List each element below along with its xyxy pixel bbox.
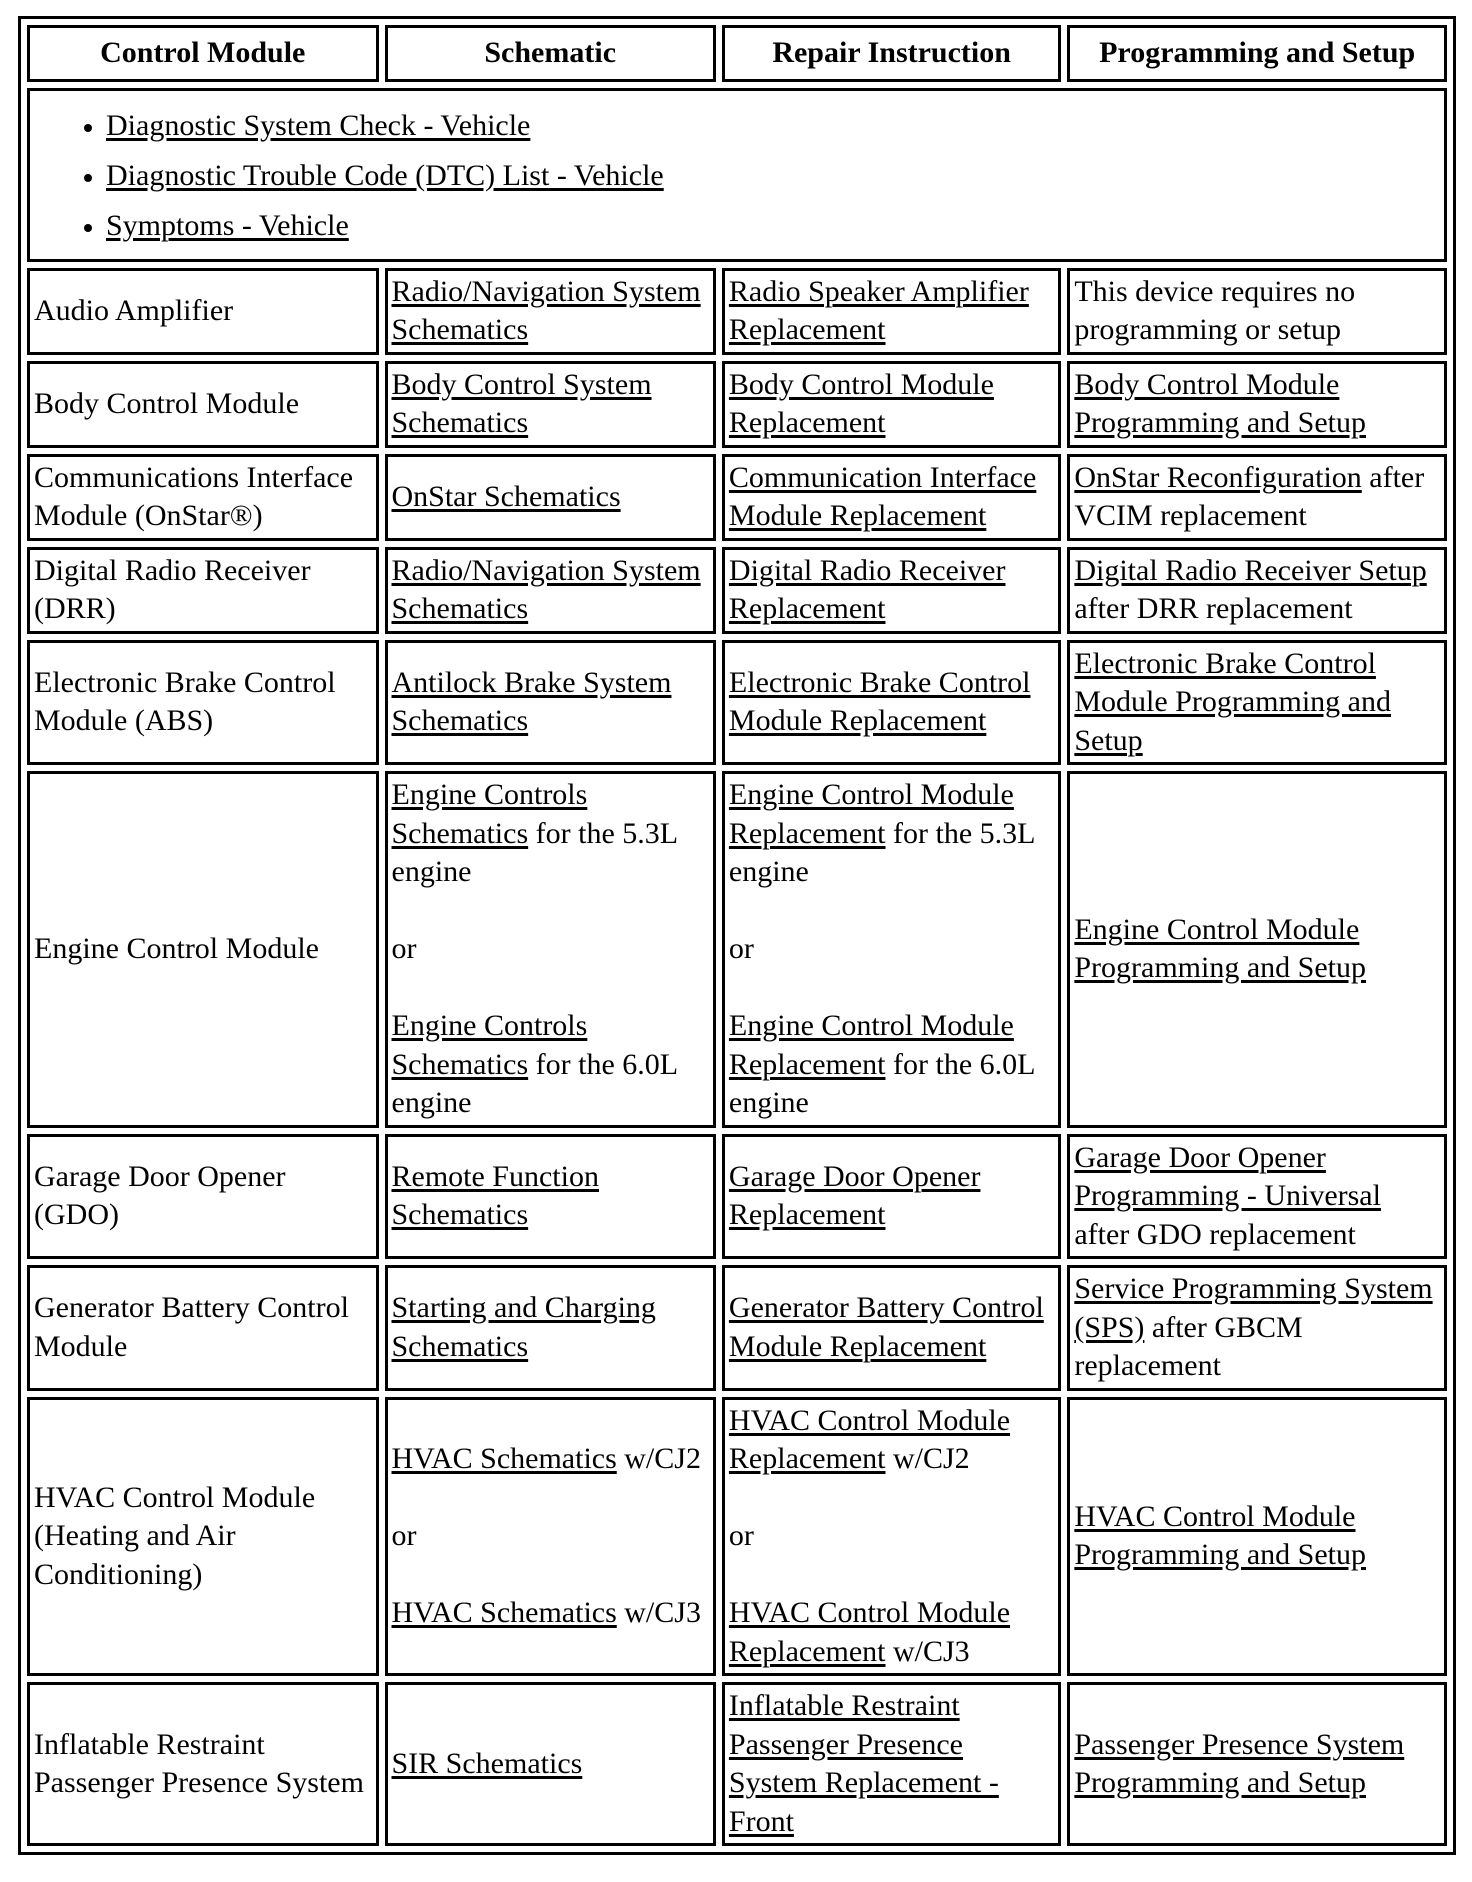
control-module-name: Communications Interface Module (OnStar®) [27, 454, 379, 541]
header-schematic: Schematic [385, 25, 716, 82]
repair-link[interactable]: Electronic Brake Control Module Replacement [728, 665, 1031, 738]
schematic-link[interactable]: Engine Controls Schematics [391, 778, 588, 850]
repair-cell [722, 361, 1061, 448]
schematic-text: or [391, 1519, 417, 1552]
control-module-name: HVAC Control Module (Heating and Air Conditioning) [27, 1397, 379, 1677]
spacer [729, 892, 1054, 931]
programming-link[interactable]: HVAC Control Module Programming and Setup [1074, 1499, 1366, 1572]
schematic-text: for the 5.3L engine [391, 816, 677, 888]
programming-text: after DRR replacement [1074, 592, 1353, 625]
schematic-cell [385, 454, 716, 541]
table-row [27, 1265, 1447, 1391]
diagnostic-links-row [27, 88, 1447, 262]
programming-text: after VCIM replacement [1074, 460, 1425, 532]
programming-link[interactable]: Engine Control Module Programming and Setup [1074, 912, 1366, 985]
repair-link[interactable]: Engine Control Module Replacement [728, 778, 1014, 850]
control-module-name: Generator Battery Control Module [27, 1265, 379, 1391]
programming-link[interactable]: Passenger Presence System Programming and Setup [1074, 1727, 1405, 1799]
programming-link[interactable]: Service Programming System (SPS) [1074, 1272, 1433, 1344]
programming-link[interactable]: Body Control Module Programming and Setup [1074, 367, 1366, 439]
control-module-name: Garage Door Opener (GDO) [27, 1134, 379, 1260]
schematic-cell [385, 1134, 716, 1260]
diagnostic-system-check-link[interactable]: Diagnostic System Check - Vehicle [106, 108, 531, 142]
programming-cell [1067, 640, 1447, 766]
repair-text: for the 6.0L engine [728, 1047, 1035, 1119]
schematic-cell [385, 1397, 716, 1677]
repair-link[interactable]: Engine Control Module Replacement [728, 1009, 1014, 1081]
repair-link[interactable]: HVAC Control Module Replacement [728, 1403, 1011, 1475]
schematic-text: w/CJ2 [616, 1442, 701, 1475]
schematic-text: for the 6.0L engine [391, 1047, 677, 1119]
control-module-name: Electronic Brake Control Module (ABS) [27, 640, 379, 766]
spacer [392, 1556, 709, 1595]
diagnostic-links-list [34, 101, 1440, 251]
repair-cell [722, 454, 1061, 541]
programming-cell [1067, 1682, 1447, 1846]
table-row [27, 454, 1447, 541]
repair-cell [722, 1682, 1061, 1846]
schematic-cell [385, 771, 716, 1128]
spacer [392, 892, 709, 931]
schematic-link[interactable]: Engine Controls Schematics [391, 1009, 588, 1081]
schematic-link[interactable]: HVAC Schematics [391, 1596, 617, 1629]
programming-text: after GDO replacement [1074, 1217, 1356, 1251]
programming-cell [1067, 1265, 1447, 1391]
repair-cell [722, 640, 1061, 766]
programming-text: This device requires no programming or setup [1074, 274, 1356, 346]
repair-link[interactable]: Inflatable Restraint Passenger Presence System Replacement - Front [728, 1689, 999, 1838]
repair-text: w/CJ2 [885, 1442, 970, 1475]
repair-cell [722, 1397, 1061, 1677]
table-row [27, 361, 1447, 448]
repair-cell [722, 1134, 1061, 1260]
programming-link[interactable]: Electronic Brake Control Module Programming and Setup [1074, 646, 1391, 757]
schematic-cell [385, 361, 716, 448]
repair-cell [722, 547, 1061, 634]
control-module-name: Engine Control Module [27, 771, 379, 1128]
programming-cell [1067, 771, 1447, 1128]
repair-cell [722, 268, 1061, 355]
spacer [392, 969, 709, 1008]
dtc-list-link[interactable]: Diagnostic Trouble Code (DTC) List - Vehicle [106, 158, 664, 192]
schematic-link[interactable]: Antilock Brake System Schematics [391, 665, 672, 738]
spacer [729, 1556, 1054, 1595]
header-row [27, 25, 1447, 82]
spacer [392, 1479, 709, 1518]
schematic-cell [385, 1682, 716, 1846]
repair-text: for the 5.3L engine [728, 816, 1035, 888]
header-control-module: Control Module [27, 25, 379, 82]
repair-cell [722, 771, 1061, 1128]
table-row [27, 1682, 1447, 1846]
table-row [27, 1397, 1447, 1677]
programming-cell [1067, 268, 1447, 355]
repair-link[interactable]: Generator Battery Control Module Replacement [728, 1291, 1044, 1363]
diagnostic-link-item [106, 101, 1440, 151]
schematic-link[interactable]: SIR Schematics [391, 1746, 583, 1780]
schematic-cell [385, 547, 716, 634]
header-repair-instruction: Repair Instruction [722, 25, 1061, 82]
programming-link[interactable]: Digital Radio Receiver Setup [1074, 553, 1427, 587]
programming-cell [1067, 547, 1447, 634]
programming-link[interactable]: OnStar Reconfiguration [1074, 460, 1362, 494]
schematic-text: or [391, 932, 417, 965]
table-row [27, 268, 1447, 355]
repair-text: w/CJ3 [885, 1634, 970, 1668]
programming-text: after GBCM replacement [1074, 1310, 1303, 1382]
table-row [27, 771, 1447, 1128]
spacer [729, 1479, 1054, 1518]
repair-link[interactable]: Radio Speaker Amplifier Replacement [728, 274, 1029, 346]
symptoms-link[interactable]: Symptoms - Vehicle [106, 208, 349, 242]
programming-link[interactable]: Garage Door Opener Programming - Universal [1074, 1140, 1381, 1212]
schematic-link[interactable]: OnStar Schematics [391, 479, 621, 513]
diagnostic-link-item [106, 151, 1440, 201]
repair-cell [722, 1265, 1061, 1391]
control-module-name: Body Control Module [27, 361, 379, 448]
repair-link[interactable]: Garage Door Opener Replacement [728, 1159, 981, 1232]
repair-link[interactable]: Digital Radio Receiver Replacement [728, 553, 1006, 625]
programming-cell [1067, 361, 1447, 448]
repair-link[interactable]: Communication Interface Module Replacement [728, 460, 1037, 532]
control-module-name: Audio Amplifier [27, 268, 379, 355]
control-module-name: Inflatable Restraint Passenger Presence System [27, 1682, 379, 1846]
diagnostic-links-cell [27, 88, 1447, 262]
control-module-table [18, 16, 1456, 1855]
table-row [27, 640, 1447, 766]
table-row [27, 1134, 1447, 1260]
repair-text: or [728, 932, 754, 965]
header-programming-setup: Programming and Setup [1067, 25, 1447, 82]
spacer [729, 969, 1054, 1008]
schematic-link[interactable]: Radio/Navigation System Schematics [391, 553, 701, 625]
repair-text: or [728, 1519, 754, 1552]
schematic-cell [385, 1265, 716, 1391]
repair-link[interactable]: HVAC Control Module Replacement [728, 1596, 1011, 1668]
schematic-link[interactable]: Body Control System Schematics [391, 367, 652, 439]
schematic-link[interactable]: Remote Function Schematics [391, 1159, 599, 1232]
schematic-link[interactable]: HVAC Schematics [391, 1442, 617, 1475]
schematic-link[interactable]: Starting and Charging Schematics [391, 1291, 656, 1363]
programming-cell [1067, 1134, 1447, 1260]
programming-cell [1067, 1397, 1447, 1677]
repair-link[interactable]: Body Control Module Replacement [728, 367, 994, 439]
diagnostic-link-item [106, 201, 1440, 251]
programming-cell [1067, 454, 1447, 541]
schematic-cell [385, 640, 716, 766]
control-module-table-container [18, 16, 1456, 1855]
control-module-name: Digital Radio Receiver (DRR) [27, 547, 379, 634]
schematic-text: w/CJ3 [616, 1596, 701, 1629]
schematic-link[interactable]: Radio/Navigation System Schematics [391, 274, 701, 346]
table-row [27, 547, 1447, 634]
schematic-cell [385, 268, 716, 355]
